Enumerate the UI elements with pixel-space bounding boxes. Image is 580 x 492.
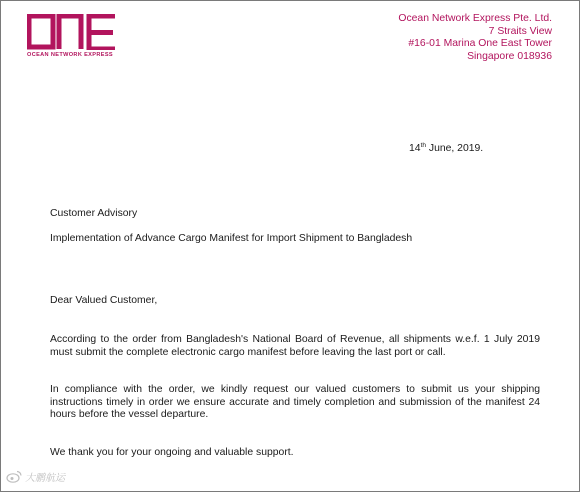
date-suffix: th xyxy=(420,142,426,149)
paragraph-2: In compliance with the order, we kindly request our valued customers to submit us your shipping instructions timely in order we ensure accurate and timely completion and submission of the manifest 24 hours before the vessel departure. xyxy=(50,384,540,420)
one-logo xyxy=(27,14,117,50)
watermark xyxy=(6,469,65,484)
letter-date xyxy=(409,143,483,156)
company-address xyxy=(398,13,552,63)
watermark-text: 大鹏航运 xyxy=(25,473,65,484)
paragraph-1: According to the order from Bangladesh's National Board of Revenue, all shipments w.e.f. 1 July 2019 must submit the complete electronic cargo manifest before leaving the last port or call. xyxy=(50,334,540,358)
closing-line: We thank you for your ongoing and valuable support. xyxy=(50,447,294,458)
company-name: Ocean Network Express Pte. Ltd. xyxy=(398,13,552,24)
weibo-icon xyxy=(6,470,22,483)
advisory-label: Customer Advisory xyxy=(50,208,138,219)
salutation: Dear Valued Customer, xyxy=(50,295,158,306)
logo-tagline: OCEAN NETWORK EXPRESS xyxy=(27,52,113,58)
address-line-2: #16-01 Marina One East Tower xyxy=(408,38,552,49)
date-rest: June, 2019. xyxy=(425,143,484,154)
letter-subject: Implementation of Advance Cargo Manifest for Import Shipment to Bangladesh xyxy=(50,233,413,244)
address-line-1: 7 Straits View xyxy=(488,25,552,37)
one-logo-wordmark xyxy=(27,14,117,50)
date-day: 14 xyxy=(409,143,421,154)
address-line-3: Singapore 018936 xyxy=(467,50,552,62)
